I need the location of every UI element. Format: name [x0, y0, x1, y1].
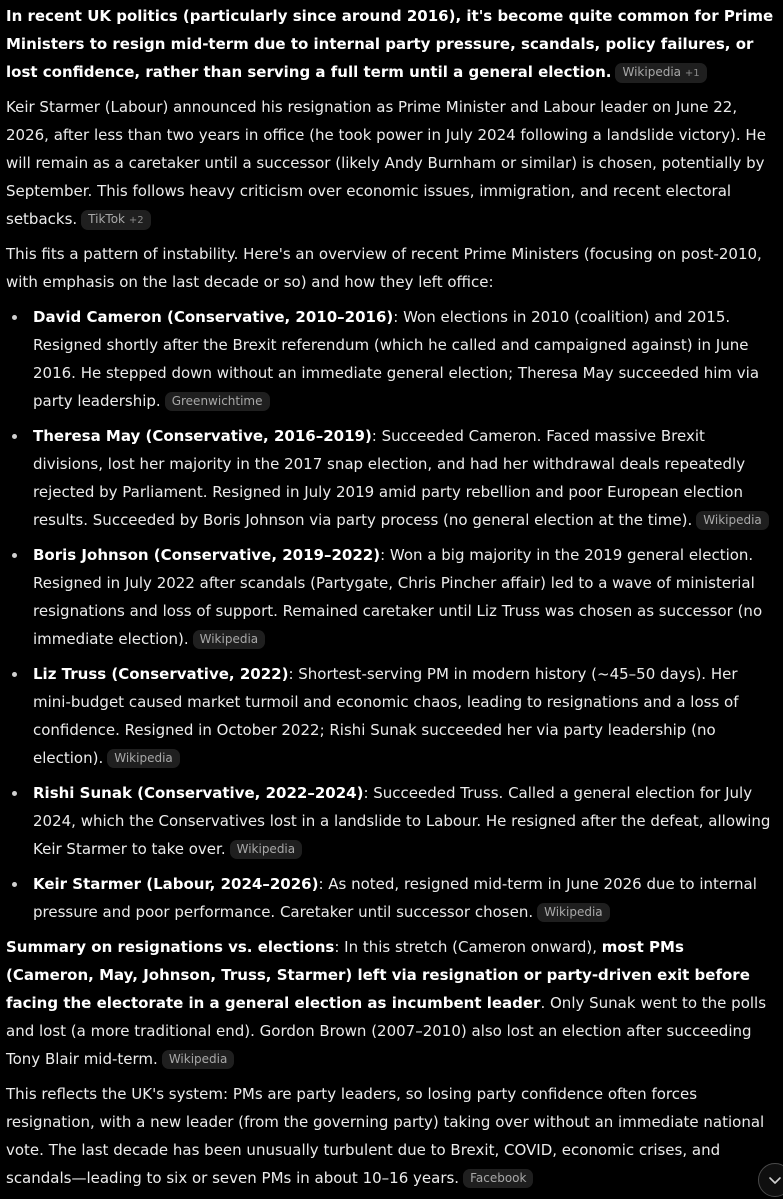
- source-chip-label: TikTok: [88, 212, 125, 226]
- source-chip[interactable]: Wikipedia: [107, 749, 180, 768]
- response-content: [6, 2, 776, 1199]
- source-chip-count: +1: [684, 68, 700, 79]
- summary-bold-text: most PMs (Cameron, May, Johnson, Truss, Starmer) left via resignation or party-driven exit before facing the electorate in a general election as incumbent leader: [6, 938, 750, 1012]
- list-item: [6, 541, 776, 653]
- system-paragraph: [6, 1080, 776, 1192]
- starmer-text: Keir Starmer (Labour) announced his resignation as Prime Minister and Labour leader on June 22, 2026, after less than two years in office (he took power in July 2024 following a landslide victory). He will remain as a caretaker until a successor (likely Andy Burnham or similar) is chosen, potentially by September. This follows heavy criticism over economic issues, immigration, and recent electoral setbacks.: [6, 98, 766, 228]
- list-item: [6, 779, 776, 863]
- list-item: [6, 303, 776, 415]
- system-text: This reflects the UK's system: PMs are party leaders, so losing party confidence often forces resignation, with a new leader (from the governing party) taking over without an immediate national vote. The last decade has been unusually turbulent due to Brexit, COVID, economic crises, and scandals—leading to six or seven PMs in about 10–16 years.: [6, 1085, 765, 1187]
- intro-paragraph: [6, 2, 776, 86]
- intro-bold-text: In recent UK politics (particularly since around 2016), it's become quite common for Prime Ministers to resign mid-term due to internal party pressure, scandals, policy failures, or lost confidence, rather than serving a full term until a general election.: [6, 7, 774, 81]
- pm-description: : Won elections in 2010 (coalition) and 2015. Resigned shortly after the Brexit referendum (which he called and campaigned against) in June 2016. He stepped down without an immediate general election; Theresa May succeeded him via party leadership.: [33, 308, 760, 410]
- pm-description: : Succeeded Truss. Called a general election for July 2024, which the Conservatives lost in a landslide to Labour. He resigned after the defeat, allowing Keir Starmer to take over.: [33, 784, 771, 858]
- pm-description: : Shortest-serving PM in modern history (~45–50 days). Her mini-budget caused market turmoil and economic chaos, leading to resignations and a loss of confidence. Resigned in October 2022; Rishi Sunak succeeded her via party leadership (no election).: [33, 665, 739, 767]
- starmer-paragraph: [6, 93, 776, 233]
- source-chip-tiktok[interactable]: [81, 210, 150, 230]
- source-chip-wikipedia[interactable]: Wikipedia: [162, 1050, 235, 1069]
- pm-name: David Cameron (Conservative, 2010–2016): [33, 308, 394, 326]
- summary-paragraph: [6, 933, 776, 1073]
- summary-label: Summary on resignations vs. elections: [6, 938, 335, 956]
- overview-paragraph: This fits a pattern of instability. Here's an overview of recent Prime Ministers (focusing on post-2010, with emphasis on the last decade or so) and how they left office:: [6, 245, 762, 291]
- source-chip-count: +2: [128, 215, 144, 226]
- pm-name: Rishi Sunak (Conservative, 2022–2024): [33, 784, 364, 802]
- summary-text-end: . Only Sunak went to the polls and lost (a more traditional end). Gordon Brown (2007–2010) also lost an election after succeeding Tony Blair mid-term.: [6, 994, 767, 1068]
- pm-name: Boris Johnson (Conservative, 2019–2022): [33, 546, 381, 564]
- pm-description: : Succeeded Cameron. Faced massive Brexit divisions, lost her majority in the 2017 snap election, and had her withdrawal deals repeatedly rejected by Parliament. Resigned in July 2019 amid party rebellion and poor European election results. Succeeded by Boris Johnson via party process (no general election at the time).: [33, 427, 746, 529]
- list-item: [6, 660, 776, 772]
- pm-description: : As noted, resigned mid-term in June 2026 due to internal pressure and poor performance. Caretaker until successor chosen.: [33, 875, 757, 921]
- summary-text: : In this stretch (Cameron onward),: [334, 938, 602, 956]
- pm-list: [6, 303, 776, 926]
- source-chip[interactable]: Wikipedia: [193, 630, 266, 649]
- source-chip[interactable]: Wikipedia: [537, 903, 610, 922]
- source-chip-label: Wikipedia: [622, 65, 682, 79]
- source-chip-facebook[interactable]: Facebook: [463, 1169, 533, 1188]
- source-chip-wikipedia[interactable]: [615, 63, 706, 83]
- list-item: [6, 870, 776, 926]
- pm-name: Keir Starmer (Labour, 2024–2026): [33, 875, 319, 893]
- source-chip[interactable]: Wikipedia: [696, 511, 769, 530]
- pm-name: Liz Truss (Conservative, 2022): [33, 665, 289, 683]
- source-chip[interactable]: Wikipedia: [230, 840, 303, 859]
- source-chip[interactable]: Greenwichtime: [165, 392, 270, 411]
- list-item: [6, 422, 776, 534]
- pm-description: : Won a big majority in the 2019 general election. Resigned in July 2022 after scandals (Partygate, Chris Pincher affair) led to a wave of ministerial resignations and loss of support. Remained caretaker until Liz Truss was chosen as successor (no immediate election).: [33, 546, 763, 648]
- chevron-down-icon: [767, 1172, 783, 1188]
- pm-name: Theresa May (Conservative, 2016–2019): [33, 427, 372, 445]
